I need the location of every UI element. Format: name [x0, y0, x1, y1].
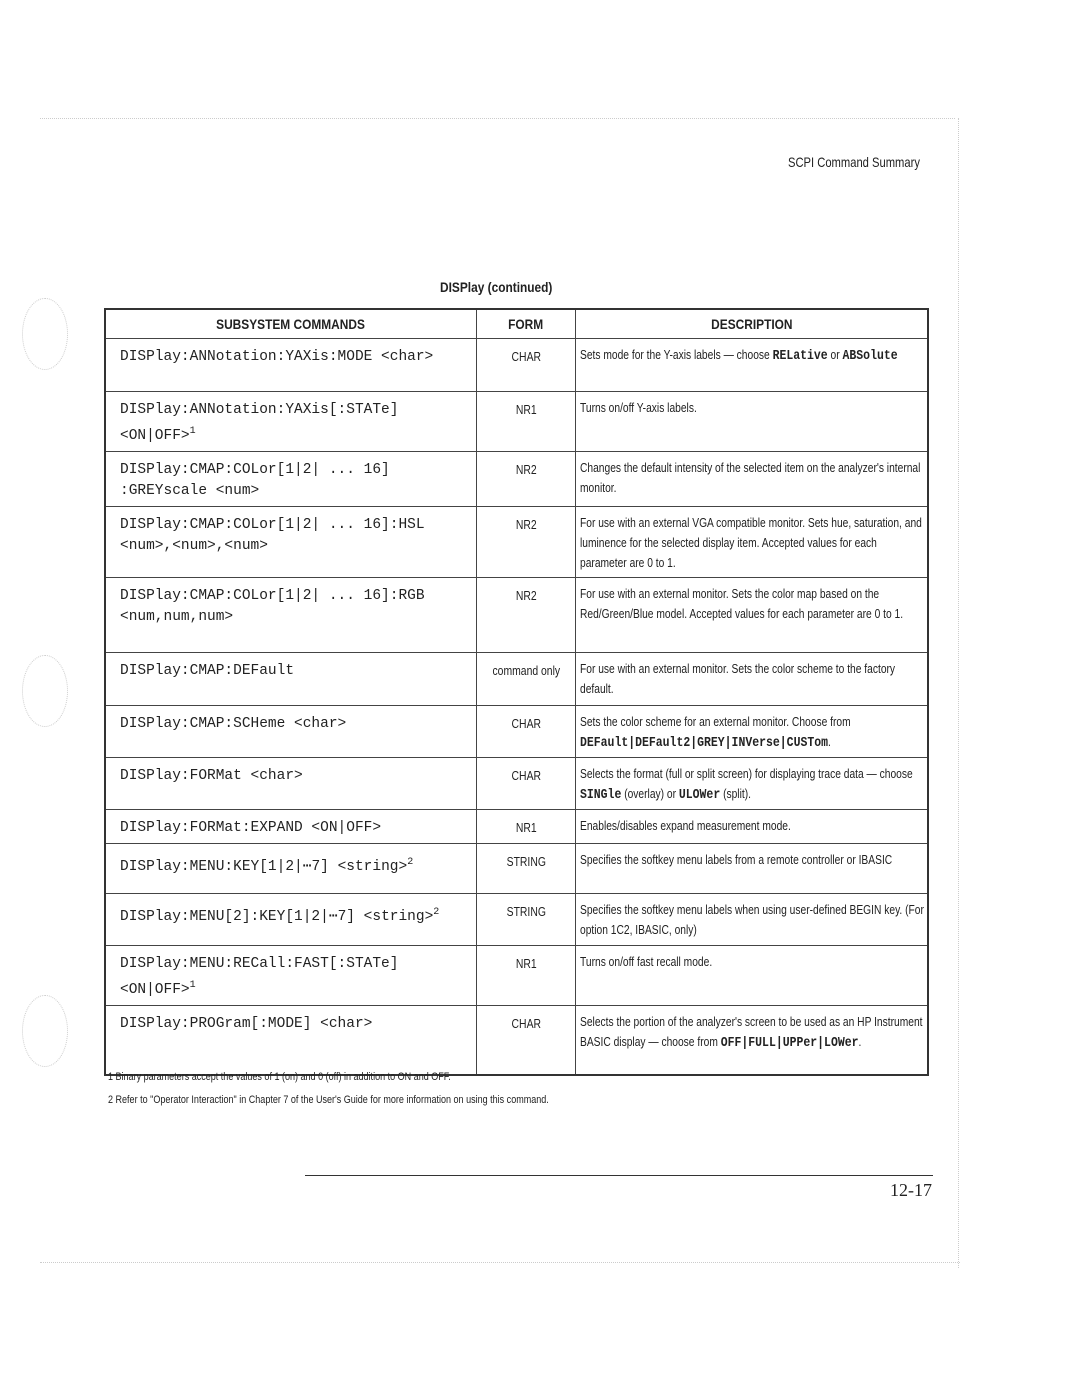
- form-cell: [476, 451, 576, 506]
- footer-rule: [305, 1175, 933, 1176]
- form-text: NR2: [515, 461, 537, 477]
- command-text: DISPlay:CMAP:SCHeme <char>: [120, 715, 347, 732]
- description-text: Turns on/off Y-axis labels.: [580, 401, 698, 415]
- section-title: DISPlay (continued): [440, 279, 553, 295]
- parameter-keyword: RELative: [772, 348, 829, 364]
- form-cell: [476, 577, 576, 652]
- form-text: CHAR: [511, 715, 541, 731]
- form-text: NR1: [515, 402, 537, 417]
- command-cell: [105, 577, 476, 652]
- form-text: STRING: [506, 853, 546, 869]
- description-text: Changes the default intensity of the selected item on the analyzer's internal monitor.: [580, 460, 921, 495]
- table-header-row: [105, 309, 928, 339]
- scan-border-bottom: [40, 1262, 960, 1263]
- command-text: <ON|OFF>: [120, 427, 190, 444]
- parameter-keyword: ABSolute: [842, 348, 898, 364]
- command-cell: [105, 339, 476, 392]
- command-cell: [105, 757, 476, 809]
- form-cell: [476, 1005, 576, 1075]
- table-row: [105, 809, 928, 843]
- description-text: .: [858, 1034, 862, 1049]
- scan-border-right: [958, 118, 959, 1268]
- footnote-ref: 1: [189, 979, 196, 991]
- command-cell: [105, 392, 476, 452]
- command-text: DISPlay:ANNotation:YAXis[:STATe]: [120, 402, 399, 418]
- description-text: Specifies the softkey menu labels from a remote controller or IBASIC: [580, 852, 893, 867]
- table-row: [105, 451, 928, 506]
- command-text: DISPlay:ANNotation:YAXis:MODE <char>: [120, 349, 434, 365]
- description-text: Enables/disables expand measurement mode.: [580, 818, 792, 833]
- description-text: Sets mode for the Y-axis labels — choose: [580, 348, 773, 362]
- form-text: NR2: [515, 587, 537, 603]
- command-cell: [105, 652, 476, 705]
- parameter-keyword: SINGle: [580, 786, 622, 803]
- description-cell: [576, 893, 928, 945]
- command-cell: [105, 893, 476, 945]
- punch-hole: [22, 298, 68, 370]
- command-text: DISPlay:CMAP:COLor[1|2| ... 16]:RGB: [120, 587, 425, 604]
- command-text: DISPlay:FORMat:EXPAND <ON|OFF>: [120, 819, 382, 836]
- form-cell: [476, 843, 576, 893]
- description-cell: [576, 809, 928, 843]
- command-cell: [105, 451, 476, 506]
- description-text: For use with an external monitor. Sets the color map based on the Red/Green/Blue model. Accepted values for each parameter are 0 to 1.: [580, 586, 904, 621]
- description-cell: [576, 757, 928, 809]
- parameter-keyword: OFF|FULL|UPPer|LOWer: [721, 1034, 859, 1051]
- form-text: CHAR: [511, 1015, 541, 1031]
- table-row: [105, 506, 928, 577]
- form-text: command only: [492, 662, 560, 678]
- form-text: NR2: [515, 516, 537, 532]
- description-text: .: [828, 734, 832, 749]
- running-head: SCPI Command Summary: [788, 154, 920, 170]
- table-row: [105, 705, 928, 757]
- description-cell: [576, 392, 928, 452]
- form-cell: [476, 506, 576, 577]
- parameter-keyword: ULOWer: [679, 786, 721, 803]
- command-text: DISPlay:CMAP:COLor[1|2| ... 16]: [120, 461, 390, 478]
- header-subsystem-commands: SUBSYSTEM COMMANDS: [105, 309, 476, 339]
- command-text: DISPlay:PROGram[:MODE] <char>: [120, 1015, 373, 1032]
- description-text: (overlay) or: [621, 786, 680, 801]
- command-text: <num>,<num>,<num>: [120, 537, 268, 554]
- command-cell: [105, 809, 476, 843]
- description-text: For use with an external VGA compatible monitor. Sets hue, saturation, and luminence for the selected display item. Accepted values for each parameter are 0 to 1.: [580, 515, 923, 570]
- footnote-2: 2 Refer to "Operator Interaction" in Chapter 7 of the User's Guide for more information on using this command.: [108, 1094, 549, 1106]
- description-text: Sets the color scheme for an external monitor. Choose from: [580, 714, 851, 729]
- form-cell: [476, 705, 576, 757]
- header-form: FORM: [476, 309, 576, 339]
- command-cell: [105, 506, 476, 577]
- table-row: [105, 652, 928, 705]
- form-text: NR1: [515, 819, 537, 835]
- command-text: <ON|OFF>: [120, 981, 190, 998]
- form-cell: [476, 757, 576, 809]
- punch-hole: [22, 655, 68, 727]
- description-cell: [576, 705, 928, 757]
- page-number: 12-17: [890, 1180, 932, 1200]
- form-cell: [476, 392, 576, 452]
- punch-hole: [22, 995, 68, 1067]
- table-row: [105, 392, 928, 452]
- footnote-1: 1 Binary parameters accept the values of 1 (on) and 0 (off) in addition to ON and OFF.: [108, 1071, 451, 1083]
- description-cell: [576, 339, 928, 392]
- command-text: DISPlay:CMAP:DEFault: [120, 662, 295, 679]
- description-cell: [576, 577, 928, 652]
- command-text: DISPlay:MENU[2]:KEY[1|2|⋯7] <string>: [120, 908, 434, 925]
- description-cell: [576, 506, 928, 577]
- form-text: NR1: [515, 955, 537, 971]
- footnote-ref: 1: [189, 426, 196, 437]
- description-text: Selects the portion of the analyzer's screen to be used as an HP Instrument BASIC display — choose from: [580, 1014, 923, 1049]
- description-cell: [576, 652, 928, 705]
- command-text: DISPlay:CMAP:COLor[1|2| ... 16]:HSL: [120, 516, 425, 533]
- table-row: [105, 893, 928, 945]
- form-cell: [476, 893, 576, 945]
- command-table: [104, 308, 929, 1076]
- command-cell: [105, 945, 476, 1005]
- command-text: DISPlay:MENU:KEY[1|2|⋯7] <string>: [120, 858, 408, 875]
- form-text: CHAR: [511, 767, 541, 783]
- description-cell: [576, 945, 928, 1005]
- form-cell: [476, 809, 576, 843]
- form-cell: [476, 945, 576, 1005]
- header-description: DESCRIPTION: [576, 309, 928, 339]
- command-cell: [105, 1005, 476, 1075]
- form-cell: [476, 339, 576, 392]
- form-text: CHAR: [511, 349, 541, 364]
- table-row: [105, 843, 928, 893]
- description-cell: [576, 451, 928, 506]
- description-cell: [576, 1005, 928, 1075]
- table-row: [105, 757, 928, 809]
- footnote-ref: 2: [407, 856, 414, 868]
- table-row: [105, 577, 928, 652]
- command-cell: [105, 843, 476, 893]
- command-text: <num,num,num>: [120, 608, 234, 625]
- description-text: For use with an external monitor. Sets the color scheme to the factory default.: [580, 661, 896, 696]
- command-cell: [105, 705, 476, 757]
- table-row: [105, 1005, 928, 1075]
- form-text: STRING: [506, 903, 546, 919]
- parameter-keyword: DEFault|DEFault2|GREY|INVerse|CUSTom: [580, 734, 829, 751]
- description-text: Turns on/off fast recall mode.: [580, 954, 713, 969]
- command-text: DISPlay:FORMat <char>: [120, 767, 303, 784]
- table-row: [105, 945, 928, 1005]
- footnote-ref: 2: [433, 906, 440, 918]
- description-text: Specifies the softkey menu labels when using user-defined BEGIN key. (For option 1C2, IBASIC, only): [580, 902, 925, 937]
- description-text: or: [828, 348, 843, 362]
- form-cell: [476, 652, 576, 705]
- scan-border-top: [40, 118, 955, 119]
- description-text: Selects the format (full or split screen) for displaying trace data — choose: [580, 766, 914, 781]
- table-row: [105, 339, 928, 392]
- command-text: :GREYscale <num>: [120, 482, 260, 499]
- command-text: DISPlay:MENU:RECall:FAST[:STATe]: [120, 955, 399, 972]
- description-cell: [576, 843, 928, 893]
- description-text: (split).: [720, 786, 752, 801]
